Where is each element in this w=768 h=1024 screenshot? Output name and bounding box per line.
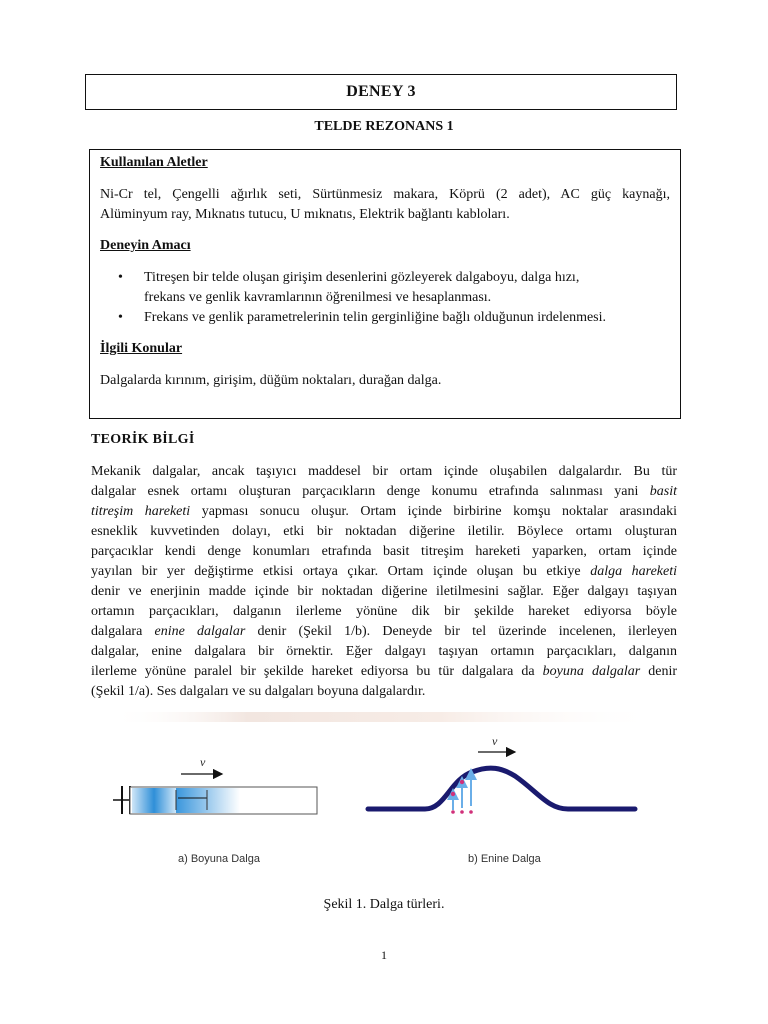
list-item <box>100 308 670 328</box>
aim-bullet-2-line-1: Frekans ve genlik parametrelerinin telin gerginliğine bağlı olduğunun irdelenmesi. <box>144 310 607 325</box>
theory-line <box>91 622 677 642</box>
topics-heading: İlgili Konular <box>100 341 183 356</box>
tools-line-1: Ni-Cr tel, Çengelli ağırlık seti, Sürtünmesiz makara, Köprü (2 adet), AC güç kaynağı, <box>100 187 670 202</box>
theory-text: denir <box>648 664 677 679</box>
info-box <box>89 149 681 419</box>
compression-zone <box>176 788 240 813</box>
theory-line <box>91 562 677 582</box>
aim-bullet-1-line-1: Titreşen bir telde oluşan girişim desenlerini gözleyerek dalgaboyu, dalga hızı, <box>144 270 580 285</box>
aim-list <box>100 268 670 328</box>
wave-pulse <box>368 768 635 809</box>
theory-emphasis: dalga hareketi <box>590 564 678 579</box>
theory-text: dalgalara <box>91 624 143 639</box>
theory-text: esneklik kuvvetinden dolayı, etki bir noktadan diğerine iletilir. Böylece ortamı oluşturan <box>91 524 677 539</box>
theory-text: denir (Şekil 1/b). Deneyde bir tel üzerinde incelenen, ilerleyen <box>257 624 678 639</box>
bullet-icon: • <box>118 310 123 325</box>
page-title: DENEY 3 <box>346 83 416 100</box>
aim-bullet-1-line-2: frekans ve genlik kavramlarının öğrenilmesi ve hesaplanması. <box>144 290 492 305</box>
figure-top-band <box>110 712 660 722</box>
theory-text: dalgalar, enine dalgalara bir örnektir. Eğer dalgayı taşıyan ortamın parçacıkları, dalganın <box>91 644 677 659</box>
theory-line <box>91 602 677 622</box>
list-item <box>100 268 670 308</box>
title-box <box>85 74 677 110</box>
bullet-icon: • <box>118 270 123 285</box>
wave-types-figure <box>110 710 660 870</box>
theory-emphasis: boyuna dalgalar <box>542 664 641 679</box>
theory-line <box>91 662 677 682</box>
figure-label-a: a) Boyuna Dalga <box>178 853 260 865</box>
figure-caption: Şekil 1. Dalga türleri. <box>323 897 445 912</box>
theory-text: ilerleme yönüne paralel bir şekilde hareket ediyorsa bu tür dalgalara da <box>91 664 535 679</box>
theory-emphasis: titreşim hareketi <box>91 504 191 519</box>
theory-text: Mekanik dalgalar, ancak taşıyıcı maddesel bir ortam içinde oluşabilen dalgalardır. Bu tür <box>91 464 677 479</box>
theory-line <box>91 682 677 702</box>
theory-text: parçacıklar kendi denge konumları etrafında basit titreşim hareketi yaparken, ortam içinde <box>91 544 677 559</box>
page-subtitle: TELDE REZONANS 1 <box>314 119 454 134</box>
theory-text: (Şekil 1/a). Ses dalgaları ve su dalgaları boyuna dalgalardır. <box>91 684 426 699</box>
theory-text: yayılan bir yer değiştirme etkisi ortaya çıkar. Ortam içinde oluşan bu etkiye <box>91 564 581 579</box>
topics-text: Dalgalarda kırınım, girişim, düğüm noktaları, durağan dalga. <box>100 373 442 388</box>
longitudinal-wave-diagram <box>113 755 317 865</box>
theory-text: dalgalar esnek ortamı oluşturan parçacıkların denge konumu etrafında salınması yani <box>91 484 639 499</box>
transverse-wave-diagram <box>368 734 635 865</box>
theory-line <box>91 642 677 662</box>
theory-line <box>91 462 677 482</box>
theory-text: yapması sonucu oluşur. Ortam içinde birbirine komşu noktalar arasındaki <box>201 504 678 519</box>
theory-heading: TEORİK BİLGİ <box>91 432 195 447</box>
tools-heading: Kullanılan Aletler <box>100 155 208 170</box>
theory-line <box>91 502 677 522</box>
theory-text: ortamın parçacıkları, dalganın ilerleme yönüne dik bir şekilde hareket ediyorsa böyle <box>91 604 677 619</box>
aim-heading: Deneyin Amacı <box>100 238 191 253</box>
theory-line <box>91 522 677 542</box>
page-number: 1 <box>381 948 387 962</box>
theory-line <box>91 582 677 602</box>
theory-line <box>91 542 677 562</box>
tools-text <box>100 185 670 225</box>
velocity-label-a: v <box>200 755 206 769</box>
theory-emphasis: enine dalgalar <box>154 624 246 639</box>
theory-line <box>91 482 677 502</box>
velocity-label-b: v <box>492 734 498 748</box>
compression-zone <box>132 788 176 813</box>
figure-label-b: b) Enine Dalga <box>468 853 541 865</box>
theory-emphasis: basit <box>649 484 678 499</box>
tools-line-2: Alüminyum ray, Mıknatıs tutucu, U mıknatıs, Elektrik bağlantı kabloları. <box>100 207 510 222</box>
theory-text: denir ve enerjinin madde içinde bir noktadan diğerine iletilmesini sağlar. Eğer dalgayı taşıyan <box>91 584 677 599</box>
